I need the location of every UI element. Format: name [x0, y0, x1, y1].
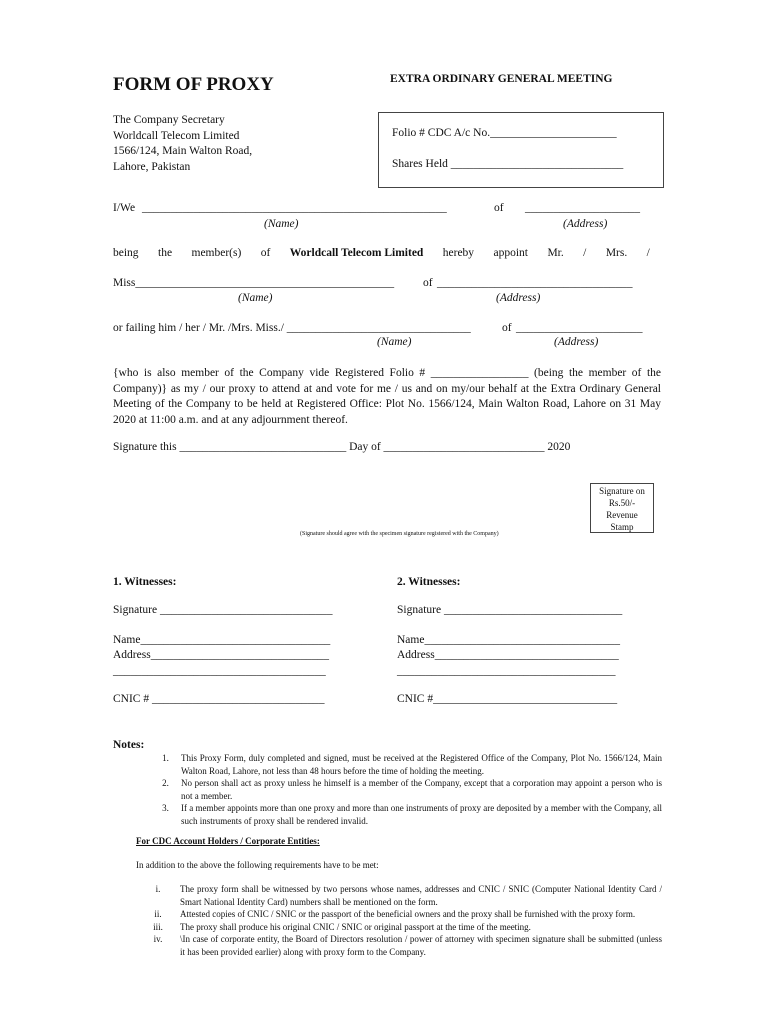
note-number: 3. [162, 803, 169, 813]
note-number: 1. [162, 753, 169, 763]
address-hint: (Address) [554, 336, 599, 348]
shares-held-field[interactable]: Shares Held ______________________________ [392, 158, 624, 170]
name-hint: (Name) [264, 218, 299, 230]
witness-2-address-field[interactable]: Address________________________________ [397, 649, 619, 661]
proxy-paragraph: {who is also member of the Company vide Registered Folio # _________________ (being the member of the Company)} as my / our proxy to attend at and vote for me / us and on my/our behalf at the Extra Ordinary General Meeting of the Company to be held at Registered Office: Plot No. 1566/124, Main Walton Road, Lahore on 31 May 2020 at 11:00 a.m. and at any adjournment thereof. [113, 367, 661, 426]
witness-2-address-line2[interactable]: ______________________________________ [397, 665, 616, 677]
cdc-text: Attested copies of CNIC / SNIC or the passport of the beneficial owners and the proxy shall be furnished with the proxy form. [180, 909, 636, 919]
revenue-stamp-text [590, 485, 654, 533]
cdc-text: \In case of corporate entity, the Board of Directors resolution / power of attorney with specimen signature shall be submitted (unless it has been provided earlier) along with proxy form to the Company. [180, 934, 662, 957]
cdc-title: For CDC Account Holders / Corporate Entities: [136, 836, 320, 846]
member-line-word: of [260, 247, 271, 259]
cdc-text: The proxy shall produce his original CNIC / SNIC or original passport at the time of the meeting. [180, 921, 531, 932]
witness-2-cnic-field[interactable]: CNIC #________________________________ [397, 693, 618, 705]
member-line-word: member(s) [191, 247, 242, 259]
stamp-line: Signature on [599, 486, 645, 496]
proxy-name-field[interactable]: Miss_____________________________________________ [113, 277, 395, 289]
cdc-text: The proxy form shall be witnessed by two persons whose names, addresses and CNIC / SNIC (Computer National Identity Card / Smart National Identity Card) numbers shall be mentioned on the form. [180, 884, 662, 907]
note-number: 2. [162, 778, 169, 788]
witness-1-address-field[interactable]: Address_______________________________ [113, 649, 329, 661]
stamp-line: Revenue [606, 510, 638, 520]
notes-list [150, 752, 662, 827]
of-label: of [423, 277, 433, 289]
alternate-proxy-name-field[interactable]: or failing him / her / Mr. /Mrs. Miss./ ________________________________ [113, 322, 471, 334]
cdc-number: i. [155, 884, 161, 894]
witness-1-signature-field[interactable]: Signature ______________________________ [113, 604, 333, 616]
cdc-intro: In addition to the above the following requirements have to be met: [136, 860, 379, 870]
addressee-line: The Company Secretary [113, 114, 225, 126]
witness-2-title: 2. Witnesses: [397, 576, 461, 588]
member-line-word: / [646, 247, 650, 259]
member-line-word: hereby [442, 247, 475, 259]
signature-date-line[interactable]: Signature this _____________________________ Day of ____________________________ 2020 [113, 441, 571, 453]
cdc-item [136, 921, 662, 934]
name-hint: (Name) [238, 292, 273, 304]
note-text: No person shall act as proxy unless he himself is a member of the Company, except that a corporation may appoint a person who is not a member. [181, 778, 662, 801]
cdc-item [136, 908, 662, 921]
cdc-number: ii. [154, 909, 162, 919]
note-item [150, 802, 662, 827]
witness-2-name-field[interactable]: Name__________________________________ [397, 634, 620, 646]
cdc-item [136, 933, 662, 958]
address-hint: (Address) [563, 218, 608, 230]
note-text: This Proxy Form, duly completed and signed, must be received at the Registered Office of the Company, Plot No. 1566/124, Main Walton Road, Lahore, not less than 48 hours before the time of holding the meeting. [181, 753, 662, 776]
notes-title: Notes: [113, 739, 145, 751]
witness-1-address-line2[interactable]: _____________________________________ [113, 665, 326, 677]
addressee-line: Worldcall Telecom Limited [113, 129, 240, 142]
form-title: FORM OF PROXY [113, 74, 274, 95]
address-hint: (Address) [496, 292, 541, 304]
cdc-list [136, 883, 662, 958]
witness-1-name-field[interactable]: Name_________________________________ [113, 634, 331, 646]
note-item [150, 752, 662, 777]
cdc-number: iii. [153, 921, 163, 932]
witness-1-title: 1. Witnesses: [113, 576, 177, 588]
witness-2-signature-field[interactable]: Signature _______________________________ [397, 604, 623, 616]
stamp-line: Stamp [610, 522, 634, 532]
note-text: If a member appoints more than one proxy and more than one instruments of proxy are deposited by a member with the Company, all such instruments of proxy shall be rendered invalid. [181, 803, 662, 826]
iwe-label: I/We [113, 202, 136, 214]
addressee-line: 1566/124, Main Walton Road, [113, 145, 253, 157]
specimen-note: (Signature should agree with the specimen signature registered with the Company) [300, 531, 499, 537]
of-label: of [494, 202, 504, 214]
witness-1-cnic-field[interactable]: CNIC # ______________________________ [113, 693, 325, 705]
meeting-title: EXTRA ORDINARY GENERAL MEETING [390, 73, 613, 85]
company-name: Worldcall Telecom Limited [289, 247, 424, 259]
member-line [113, 247, 650, 259]
addressee-block [113, 113, 252, 175]
cdc-item [136, 883, 662, 908]
alternate-proxy-address-field[interactable]: ______________________ [516, 322, 643, 334]
addressee-line: Lahore, Pakistan [113, 160, 191, 173]
member-line-word: Mr. [547, 247, 564, 259]
member-line-word: the [158, 247, 173, 259]
folio-field[interactable]: Folio # CDC A/c No.______________________ [392, 127, 617, 139]
iwe-name-field[interactable]: _____________________________________________________ [142, 202, 447, 214]
member-line-word: appoint [493, 247, 528, 259]
folio-box [378, 112, 664, 188]
cdc-number: iv. [153, 934, 163, 944]
proxy-address-field[interactable]: __________________________________ [437, 277, 633, 289]
of-label: of [502, 322, 512, 334]
member-line-word: / [583, 247, 587, 259]
name-hint: (Name) [377, 336, 412, 348]
note-item [150, 777, 662, 802]
member-line-word: being [113, 247, 139, 259]
iwe-address-field[interactable]: ____________________ [525, 202, 640, 214]
stamp-line: Rs.50/- [608, 498, 636, 508]
member-line-word: Mrs. [605, 247, 628, 259]
